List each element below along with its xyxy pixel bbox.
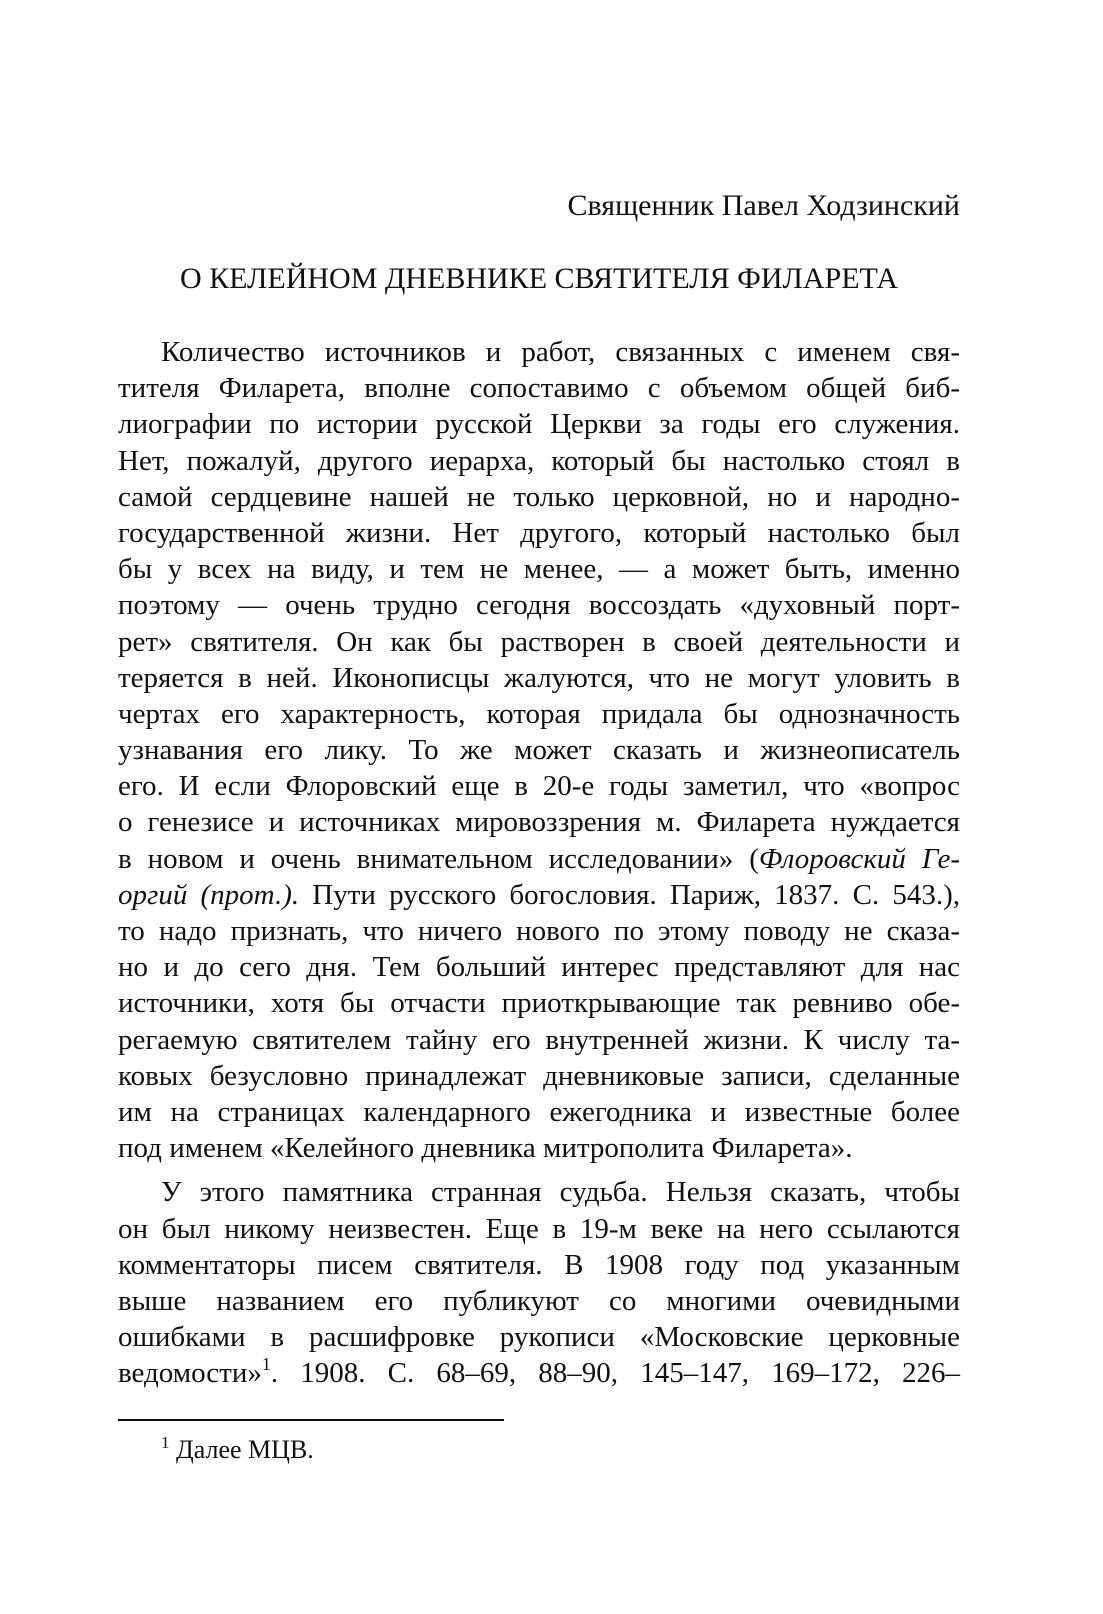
paragraph-2 bbox=[118, 1174, 960, 1391]
text-line: им на страницах календарного ежегодника и известные более bbox=[118, 1095, 960, 1128]
text-line: под именем «Келейного дневника митрополита Филарета». bbox=[118, 1132, 853, 1165]
text-line-with-citation bbox=[118, 841, 960, 877]
paragraph-1 bbox=[118, 334, 960, 1166]
article-body bbox=[118, 334, 960, 1391]
text-line: самой сердцевине нашей не только церковной, но и народно- bbox=[118, 480, 960, 513]
text-line: государственной жизни. Нет другого, который настолько был bbox=[118, 516, 960, 549]
text-line: тителя Филарета, вполне сопоставимо с объемом общей биб- bbox=[118, 372, 960, 405]
text-line: но и до сего дня. Тем больший интерес представляют для нас bbox=[118, 951, 960, 984]
text-line: бы у всех на виду, и тем не менее, — а может быть, именно bbox=[118, 553, 960, 586]
book-page bbox=[118, 0, 960, 1614]
text-line: узнавания его лику. То же может сказать и жизнеописатель bbox=[118, 734, 960, 767]
text-line: комментаторы писем святителя. В 1908 году под указанным bbox=[118, 1248, 960, 1281]
citation-source: Пути русского богословия. Париж, 1837. С. 543.), bbox=[299, 878, 960, 911]
text-line: Нет, пожалуй, другого иерарха, который бы настолько стоял в bbox=[118, 444, 960, 477]
text-line: У этого памятника странная судьба. Нельзя сказать, чтобы bbox=[161, 1176, 960, 1209]
text-line: он был никому неизвестен. Еще в 19-м веке на него ссылаются bbox=[118, 1212, 960, 1245]
text-line: рет» святителя. Он как бы растворен в своей деятельности и bbox=[118, 625, 960, 658]
footnote-text: Далее МЦВ. bbox=[169, 1435, 314, 1464]
text-line: о генезисе и источниках мировоззрения м. Филарета нуждается bbox=[118, 806, 960, 839]
footnote-marker: 1 bbox=[161, 1433, 170, 1452]
text-line: регаемую святителем тайну его внутренней жизни. К числу та- bbox=[118, 1023, 960, 1056]
text-line-with-citation bbox=[118, 877, 960, 913]
text-line: источники, хотя бы отчасти приоткрывающие так ревниво обе- bbox=[118, 987, 960, 1020]
text-line: его. И если Флоровский еще в 20-е годы заметил, что «вопрос bbox=[118, 770, 960, 803]
citation-author: Флоровский Ге- bbox=[758, 842, 961, 875]
text-line: поэтому — очень трудно сегодня воссоздать «духовный порт- bbox=[118, 589, 960, 622]
citation-author-cont: оргий (прот.). bbox=[118, 878, 300, 911]
footnote-reference[interactable]: 1 bbox=[261, 1354, 271, 1375]
text-line: лиографии по истории русской Церкви за годы его служения. bbox=[118, 408, 960, 441]
text-segment: ведомости» bbox=[118, 1357, 262, 1390]
text-line: чертах его характерность, которая придала бы однозначность bbox=[118, 697, 960, 730]
text-line: Количество источников и работ, связанных с именем свя- bbox=[161, 336, 960, 368]
text-line: ошибками в расшифровке рукописи «Московские церковные bbox=[118, 1321, 960, 1354]
text-segment: . 1908. С. 68–69, 88–90, 145–147, 169–172, 226– bbox=[270, 1357, 960, 1390]
text-line: выше названием его публикуют со многими очевидными bbox=[118, 1284, 960, 1317]
footnote bbox=[161, 1433, 314, 1467]
article-title: О КЕЛЕЙНОМ ДНЕВНИКЕ СВЯТИТЕЛЯ ФИЛАРЕТА bbox=[179, 262, 899, 295]
article-author: Священник Павел Ходзинский bbox=[567, 189, 960, 222]
text-line: теряется в ней. Иконописцы жалуются, что не могут уловить в bbox=[118, 661, 960, 694]
text-line-with-footnote-ref bbox=[118, 1355, 960, 1391]
text-line: ковых безусловно принадлежат дневниковые записи, сделанные bbox=[118, 1059, 960, 1092]
text-segment: в новом и очень внимательном исследовании» ( bbox=[118, 842, 759, 875]
text-line: то надо признать, что ничего нового по этому поводу не сказа- bbox=[118, 915, 960, 947]
footnote-separator bbox=[118, 1419, 504, 1421]
